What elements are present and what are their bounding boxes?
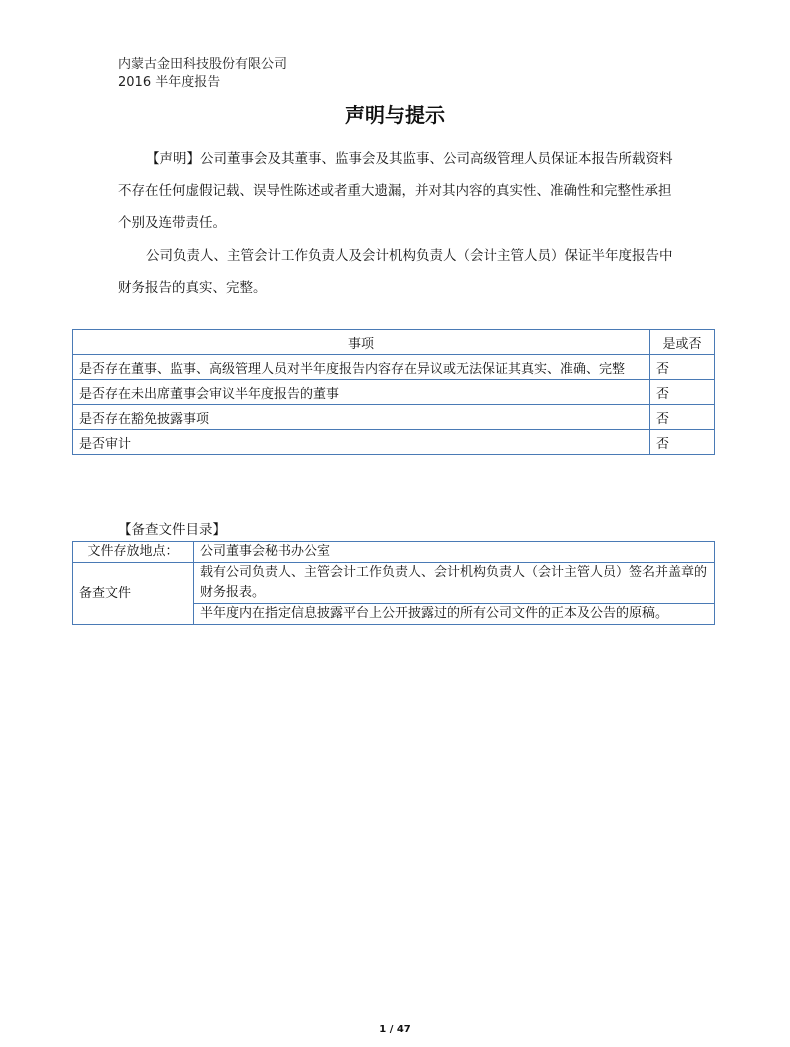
matter-cell: 是否存在未出席董事会审议半年度报告的董事 [73, 380, 650, 405]
header-matter: 事项 [73, 330, 650, 355]
page-number: 1 / 47 [379, 1024, 411, 1035]
location-label: 文件存放地点： [73, 542, 194, 563]
matter-cell: 是否存在豁免披露事项 [73, 405, 650, 430]
statement-paragraph [118, 143, 674, 239]
docs-label: 备查文件 [73, 563, 194, 625]
answer-cell: 否 [650, 380, 715, 405]
answer-cell: 否 [650, 405, 715, 430]
answer-cell: 否 [650, 430, 715, 455]
doc-item: 半年度内在指定信息披露平台上公开披露过的所有公司文件的正本及公告的原稿。 [194, 604, 715, 625]
matter-cell: 是否存在董事、监事、高级管理人员对半年度报告内容存在异议或无法保证其真实、准确、完整 [73, 355, 650, 380]
table-header-row [73, 330, 715, 355]
table-row [73, 430, 715, 455]
answer-cell: 否 [650, 355, 715, 380]
table-row [73, 405, 715, 430]
matters-table [72, 329, 715, 455]
catalog-table [72, 541, 715, 625]
page-header [118, 56, 287, 92]
report-name: 2016 半年度报告 [118, 75, 221, 90]
doc-item: 载有公司负责人、主管会计工作负责人、会计机构负责人（会计主管人员）签名并盖章的财务报表。 [194, 563, 715, 604]
responsibility-paragraph: 公司负责人、主管会计工作负责人及会计机构负责人（会计主管人员）保证半年度报告中财务报告的真实、完整。 [118, 248, 673, 296]
matter-cell: 是否审计 [73, 430, 650, 455]
table-row [73, 542, 715, 563]
statement-text: 公司董事会及其董事、监事会及其监事、公司高级管理人员保证本报告所载资料不存在任何虚假记载、误导性陈述或者重大遗漏，并对其内容的真实性、准确性和完整性承担个别及连带责任。 [118, 151, 673, 231]
table-row [73, 380, 715, 405]
table-row [73, 563, 715, 604]
page-title: 声明与提示 [345, 103, 445, 127]
statement-tag: 【声明】 [146, 151, 200, 167]
table-row [73, 355, 715, 380]
company-name: 内蒙古金田科技股份有限公司 [118, 57, 288, 72]
header-yes-no: 是或否 [650, 330, 715, 355]
catalog-title: 【备查文件目录】 [118, 522, 226, 538]
location-value: 公司董事会秘书办公室 [194, 542, 715, 563]
